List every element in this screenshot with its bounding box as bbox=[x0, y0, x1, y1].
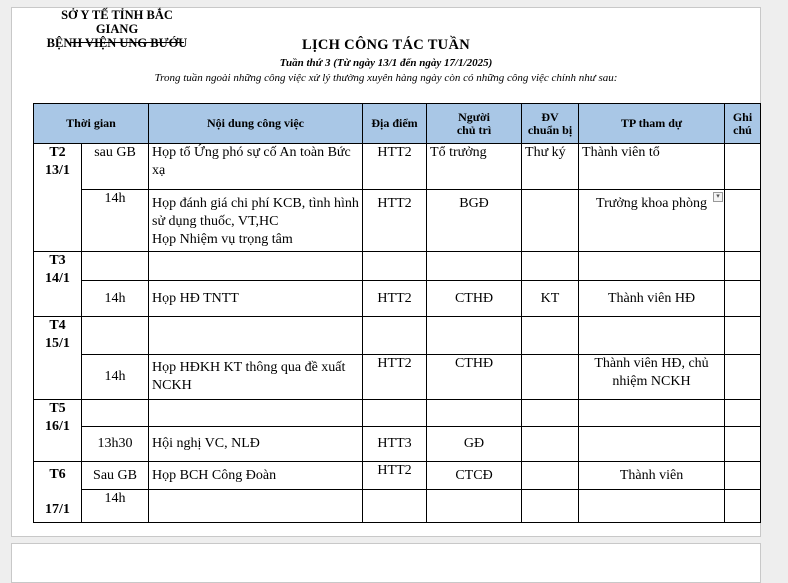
content-cell bbox=[149, 400, 363, 427]
note-cell bbox=[725, 252, 761, 281]
location-cell bbox=[363, 317, 427, 355]
content-cell bbox=[149, 190, 363, 252]
prep-cell bbox=[522, 490, 579, 523]
time-cell: 14h bbox=[82, 355, 149, 400]
header-attendees: TP tham dự bbox=[579, 104, 725, 144]
table-row bbox=[34, 252, 761, 281]
day-date: 16/1 bbox=[45, 419, 70, 434]
note-cell bbox=[725, 462, 761, 490]
host-cell: GĐ bbox=[427, 427, 522, 462]
note-cell bbox=[725, 190, 761, 252]
attendees-text: Trưởng khoa phòng bbox=[596, 196, 707, 211]
day-cell-t3 bbox=[34, 252, 82, 317]
attendees-cell: Thành viên bbox=[579, 462, 725, 490]
week-subtitle: Tuần thứ 3 (Từ ngày 13/1 đến ngày 17/1/2025) bbox=[279, 57, 493, 69]
table-row bbox=[34, 490, 761, 523]
prep-cell bbox=[522, 317, 579, 355]
schedule-table bbox=[33, 103, 761, 523]
location-cell: HTT2 bbox=[363, 190, 427, 252]
host-cell: CTHĐ bbox=[427, 355, 522, 400]
header-prep-line1: ĐV bbox=[541, 109, 559, 124]
time-cell: 14h bbox=[82, 490, 149, 523]
next-page bbox=[11, 543, 761, 583]
location-cell: HTT2 bbox=[363, 355, 427, 400]
day-date: 15/1 bbox=[45, 336, 70, 351]
host-cell bbox=[427, 400, 522, 427]
time-cell bbox=[82, 252, 149, 281]
host-cell: CTCĐ bbox=[427, 462, 522, 490]
content-cell: Họp HĐKH KT thông qua đề xuất NCKH bbox=[149, 355, 363, 400]
day-cell-t6 bbox=[34, 462, 82, 523]
content-cell: Họp HĐ TNTT bbox=[149, 281, 363, 317]
note-cell bbox=[725, 400, 761, 427]
content-cell bbox=[149, 317, 363, 355]
location-cell: HTT2 bbox=[363, 281, 427, 317]
time-cell: 13h30 bbox=[82, 427, 149, 462]
time-cell bbox=[82, 400, 149, 427]
header-prep-line2: chuẩn bị bbox=[527, 122, 573, 137]
day-name: T5 bbox=[49, 401, 66, 416]
attendees-cell: Thành viên tổ bbox=[579, 144, 725, 190]
header-host bbox=[427, 104, 522, 144]
attendees-cell bbox=[579, 400, 725, 427]
content-cell: Hội nghị VC, NLĐ bbox=[149, 427, 363, 462]
day-name: T4 bbox=[49, 318, 66, 333]
header-row bbox=[34, 104, 761, 144]
attendees-cell[interactable] bbox=[579, 190, 725, 252]
location-cell bbox=[363, 400, 427, 427]
table-row bbox=[34, 427, 761, 462]
prep-cell bbox=[522, 400, 579, 427]
header-note bbox=[725, 104, 761, 144]
location-cell: HTT3 bbox=[363, 427, 427, 462]
content-cell: Họp tổ Ứng phó sự cố An toàn Bức xạ bbox=[149, 144, 363, 190]
time-cell: 14h bbox=[82, 190, 149, 252]
header-content: Nội dung công việc bbox=[149, 104, 363, 144]
header-location: Địa điểm bbox=[363, 104, 427, 144]
location-cell bbox=[363, 490, 427, 523]
attendees-cell: Thành viên HĐ, chủ nhiệm NCKH bbox=[579, 355, 725, 400]
host-cell bbox=[427, 490, 522, 523]
note-cell bbox=[725, 427, 761, 462]
content-cell bbox=[149, 490, 363, 523]
location-cell: HTT2 bbox=[363, 144, 427, 190]
host-cell: CTHĐ bbox=[427, 281, 522, 317]
table-row bbox=[34, 317, 761, 355]
table-row bbox=[34, 281, 761, 317]
attendees-cell bbox=[579, 317, 725, 355]
header-host-line2: chủ trì bbox=[456, 122, 492, 137]
dropdown-arrow-icon[interactable]: ▾ bbox=[713, 192, 723, 202]
host-cell bbox=[427, 252, 522, 281]
org-department: SỞ Y TẾ TỈNH BẮC GIANG bbox=[61, 8, 173, 36]
header-time: Thời gian bbox=[34, 104, 149, 144]
prep-cell: Thư ký bbox=[522, 144, 579, 190]
host-cell: BGĐ bbox=[427, 190, 522, 252]
day-date: 17/1 bbox=[45, 502, 70, 517]
location-cell: HTT2 bbox=[363, 462, 427, 490]
day-cell-t4 bbox=[34, 317, 82, 400]
note-cell bbox=[725, 490, 761, 523]
time-cell: 14h bbox=[82, 281, 149, 317]
time-cell bbox=[82, 317, 149, 355]
attendees-cell bbox=[579, 252, 725, 281]
content-line: Họp đánh giá chi phí KCB, tình hình sử dụng thuốc, VT,HC bbox=[152, 196, 359, 229]
location-cell bbox=[363, 252, 427, 281]
day-name: T3 bbox=[49, 253, 66, 268]
day-name: T2 bbox=[49, 145, 66, 160]
attendees-cell: Thành viên HĐ bbox=[579, 281, 725, 317]
note-cell bbox=[725, 317, 761, 355]
time-cell: Sau GB bbox=[82, 462, 149, 490]
header-note-line2: chú bbox=[733, 122, 752, 137]
table-row bbox=[34, 144, 761, 190]
note-cell bbox=[725, 144, 761, 190]
content-cell bbox=[149, 252, 363, 281]
day-name: T6 bbox=[49, 467, 66, 482]
header-note-line1: Ghi bbox=[732, 109, 753, 124]
prep-cell bbox=[522, 427, 579, 462]
note-cell bbox=[725, 355, 761, 400]
day-cell-t2 bbox=[34, 144, 82, 252]
host-cell bbox=[427, 317, 522, 355]
table-row bbox=[34, 462, 761, 490]
prep-cell: KT bbox=[522, 281, 579, 317]
table-row bbox=[34, 190, 761, 252]
time-cell: sau GB bbox=[82, 144, 149, 190]
prep-cell bbox=[522, 252, 579, 281]
table-row bbox=[34, 355, 761, 400]
table-row bbox=[34, 400, 761, 427]
note-cell bbox=[725, 281, 761, 317]
prep-cell bbox=[522, 355, 579, 400]
prep-cell bbox=[522, 462, 579, 490]
content-line: Họp Nhiệm vụ trọng tâm bbox=[152, 232, 293, 247]
attendees-cell bbox=[579, 427, 725, 462]
intro-text: Trong tuần ngoài những công việc xử lý thường xuyên hàng ngày còn có những công việc chính như sau: bbox=[154, 72, 618, 84]
document-page bbox=[11, 7, 761, 537]
org-hospital: BỆNH VIỆN UNG BƯỚU bbox=[46, 36, 188, 50]
day-date: 13/1 bbox=[45, 163, 70, 178]
header-host-line1: Người bbox=[458, 109, 490, 124]
day-cell-t5 bbox=[34, 400, 82, 462]
host-cell: Tổ trưởng bbox=[427, 144, 522, 190]
content-cell: Họp BCH Công Đoàn bbox=[149, 462, 363, 490]
page-title: LỊCH CÔNG TÁC TUẦN bbox=[301, 37, 470, 53]
attendees-cell bbox=[579, 490, 725, 523]
day-date: 14/1 bbox=[45, 271, 70, 286]
header-prep bbox=[522, 104, 579, 144]
prep-cell bbox=[522, 190, 579, 252]
